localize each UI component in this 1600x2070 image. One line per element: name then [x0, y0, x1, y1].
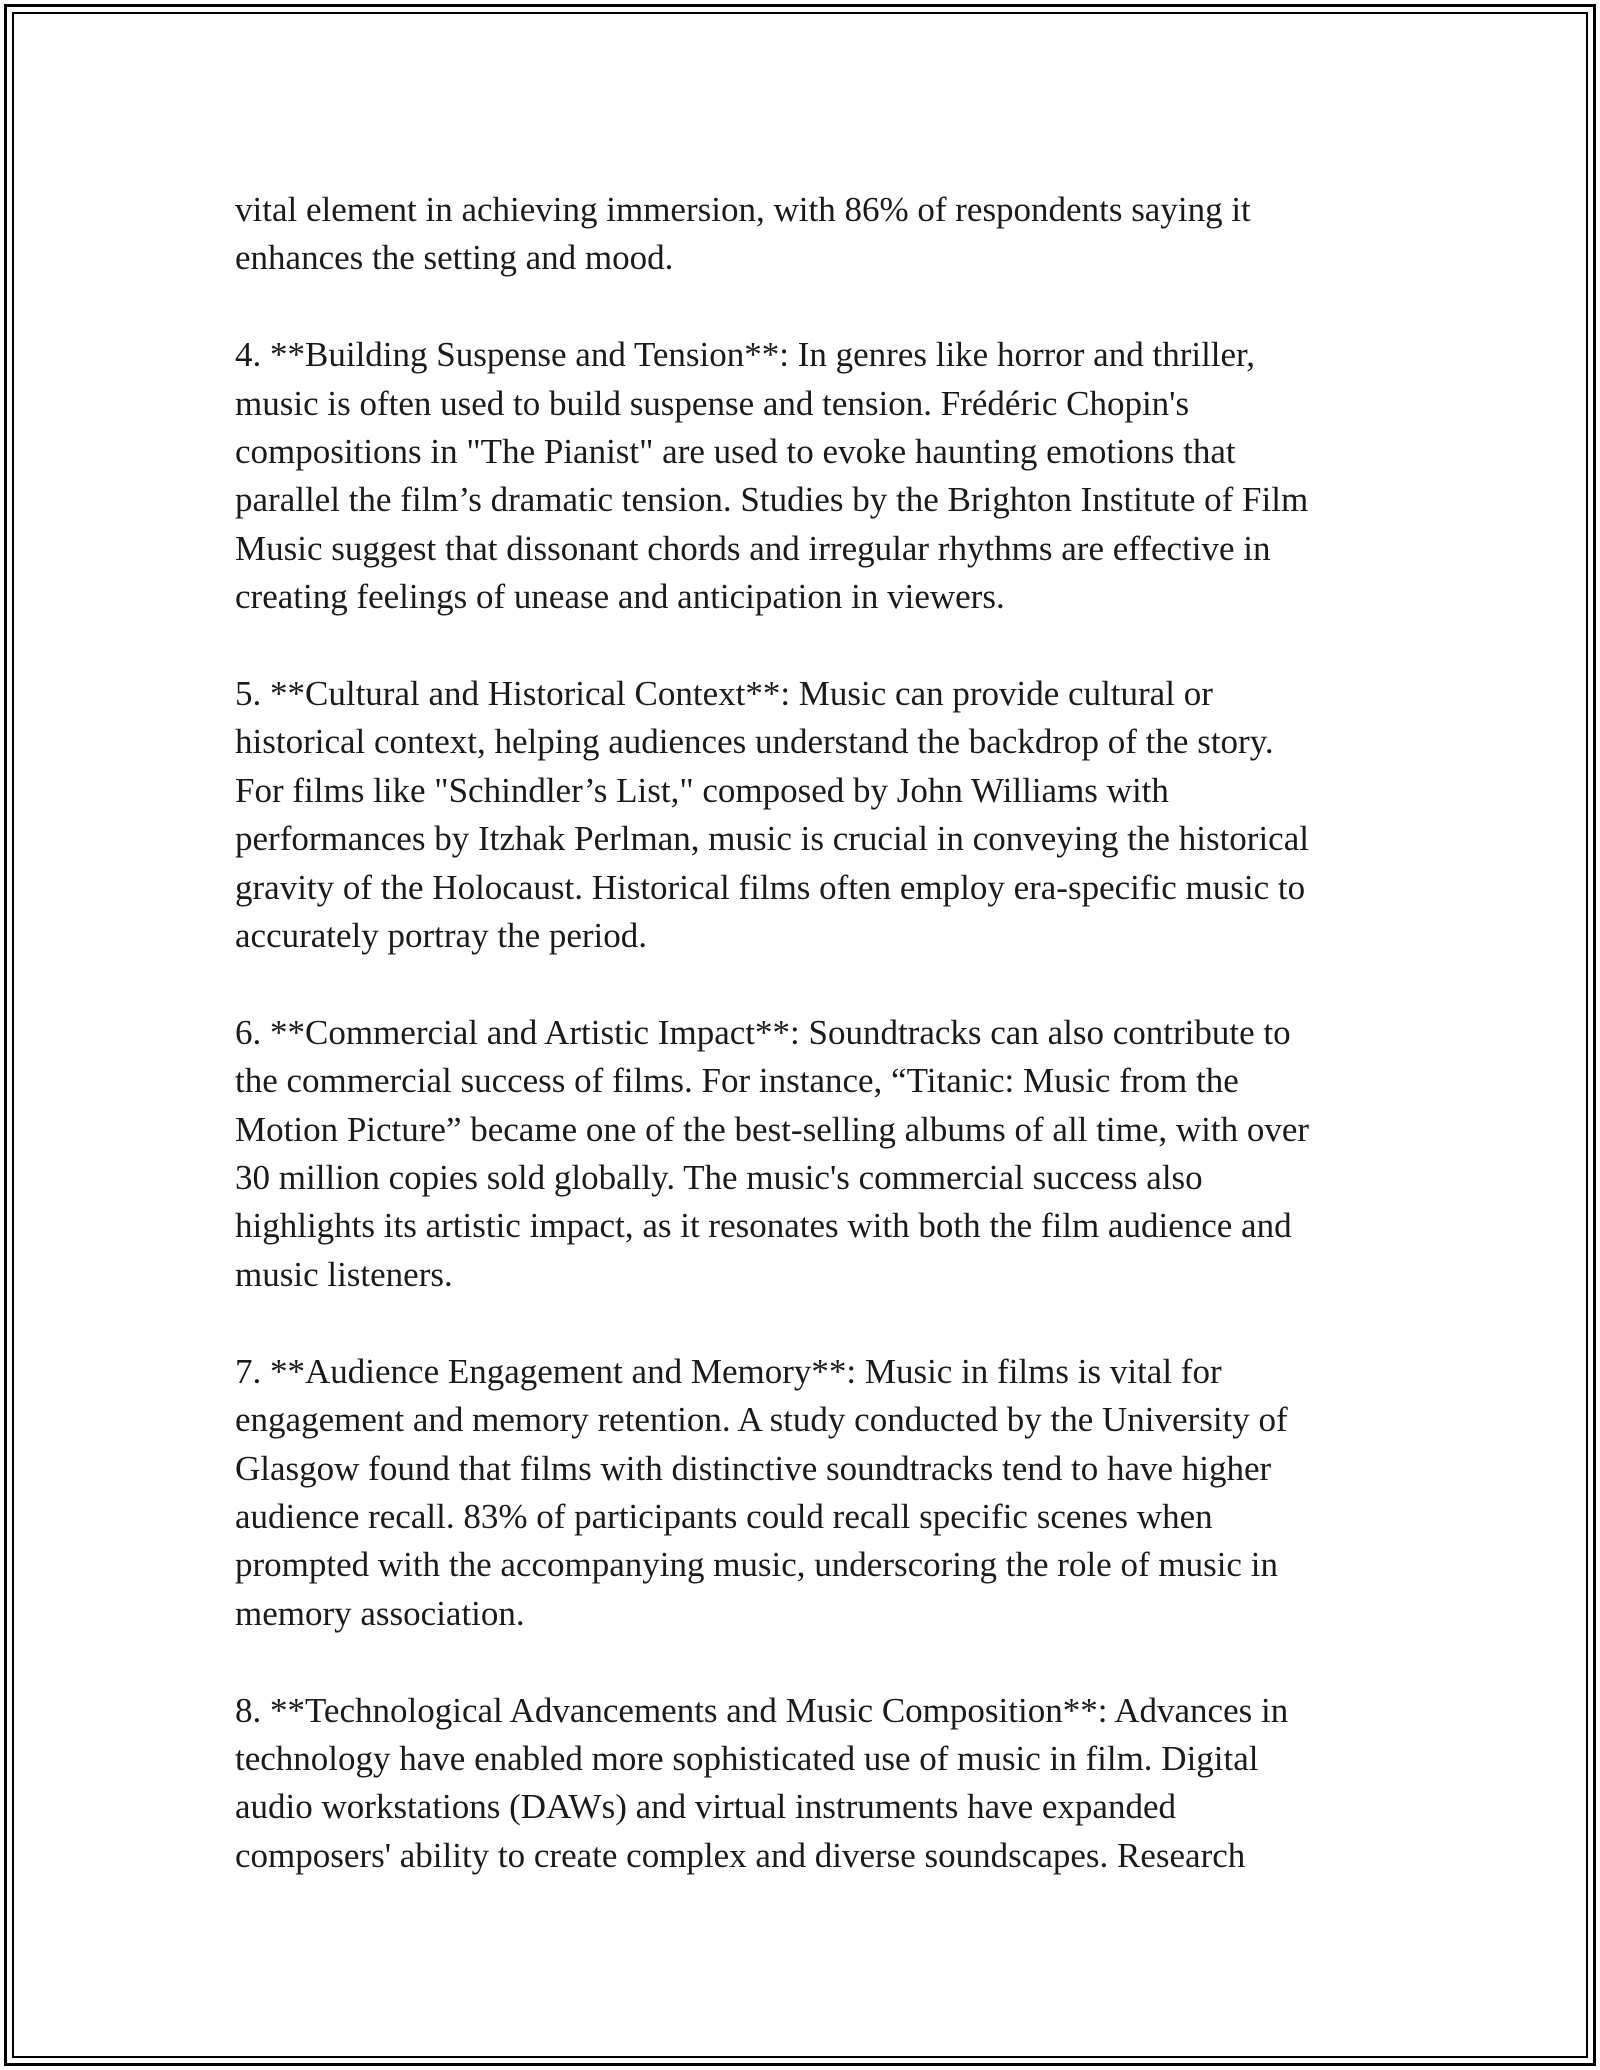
paragraph-audience-engagement-memory: 7. **Audience Engagement and Memory**: Music in films is vital for engagement and memory retention. A study conducted by the University of Glasgow found that films with distinctive soundtracks tend to have higher audience recall. 83% of participants could recall specific scenes when prompted with the accompanying music, underscoring the role of music in memory association.	[235, 1351, 1288, 1633]
paragraph-technological-advancements: 8. **Technological Advancements and Music Composition**: Advances in technology have enabled more sophisticated use of music in film. Digital audio workstations (DAWs) and virtual instruments have expanded composers' ability to create complex and diverse soundscapes. Research	[235, 1690, 1289, 1875]
paragraph-suspense-tension: 4. **Building Suspense and Tension**: In genres like horror and thriller, music is often used to build suspense and tension. Frédéric Chopin's compositions in "The Pianist" are used to evoke haunting emotions that parallel the film’s dramatic tension. Studies by the Brighton Institute of Film Music suggest that dissonant chords and irregular rhythms are effective in creating feelings of unease and anticipation in viewers.	[235, 335, 1309, 617]
paragraph-cultural-historical-context: 5. **Cultural and Historical Context**: Music can provide cultural or historical context, helping audiences understand the backdrop of the story. For films like "Schindler’s List," composed by John Williams with performances by Itzhak Perlman, music is crucial in conveying the historical gravity of the Holocaust. Historical films often employ era-specific music to accurately portray the period.	[235, 674, 1309, 956]
document-body	[235, 186, 1385, 1880]
paragraph-commercial-artistic-impact: 6. **Commercial and Artistic Impact**: Soundtracks can also contribute to the commercial success of films. For instance, “Titanic: Music from the Motion Picture” became one of the best-selling albums of all time, with over 30 million copies sold globally. The music's commercial success also highlights its artistic impact, as it resonates with both the film audience and music listeners.	[235, 1012, 1310, 1294]
paragraph-immersion-continuation: vital element in achieving immersion, with 86% of respondents saying it enhances the setting and mood.	[235, 190, 1251, 278]
